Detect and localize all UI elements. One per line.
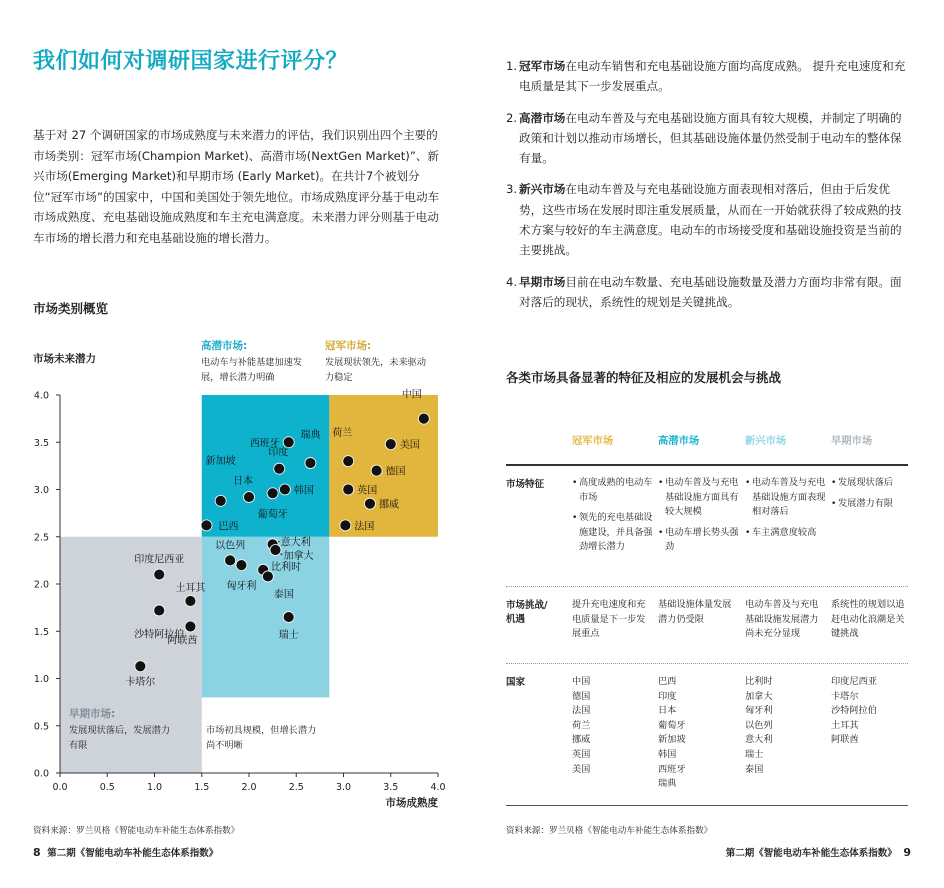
- champion-desc-line: 发展现状领先，未来驱动: [325, 357, 427, 368]
- table-top-rule: [506, 464, 908, 466]
- country-name: 加拿大: [745, 690, 773, 702]
- point-label: 以色列: [215, 540, 246, 552]
- point-label: 泰国: [273, 589, 294, 601]
- right-page-number: 9: [903, 846, 911, 859]
- table-title: 各类市场具备显著的特征及相应的发展机会与挑战: [506, 370, 782, 385]
- category-number: 4.: [506, 274, 518, 289]
- data-point: [340, 520, 351, 531]
- data-point: [364, 498, 375, 509]
- x-tick-label: 3.5: [383, 782, 399, 793]
- right-footer-text: 第二期《智能电动车补能生态体系指数》: [725, 848, 897, 859]
- point-label: 瑞典: [300, 430, 321, 442]
- champion-desc-line: 力稳定: [325, 372, 353, 383]
- data-point: [274, 463, 285, 474]
- nextgen-desc-line: 展，增长潜力明确: [201, 372, 275, 383]
- country-name: 韩国: [658, 748, 677, 760]
- point-label: 意大利: [280, 537, 311, 549]
- table-header-early: 早期市场: [831, 435, 873, 447]
- country-name: 日本: [658, 705, 677, 717]
- point-label: 匈牙利: [226, 581, 257, 593]
- row-label-challenges: [506, 599, 547, 627]
- country-name: 美国: [572, 763, 591, 775]
- chart-section-title: 市场类别概览: [33, 301, 109, 316]
- data-point: [244, 492, 255, 503]
- country-name: 葡萄牙: [658, 719, 686, 731]
- country-name: 卡塔尔: [831, 690, 859, 702]
- data-point: [185, 596, 196, 607]
- y-tick-label: 4.0: [33, 390, 49, 402]
- features-nextgen: [658, 476, 740, 561]
- table-bottom-rule: [506, 805, 908, 806]
- right-footer: [726, 845, 911, 859]
- category-text: 在电动车普及与充电基础设施方面表现相对落后，但由于后发优势，这些市场在发展时即注重发展质量，从而在一开始就获得了较成熟的技术方案与较好的车主满意度。电动车的市场接受度和基础设施投资是当前的主要挑战。: [519, 182, 902, 258]
- data-point: [279, 484, 290, 495]
- data-point: [270, 544, 281, 555]
- point-label: 沙特阿拉伯: [134, 629, 185, 641]
- category-number: 3.: [506, 182, 518, 197]
- category-name: 高潜市场: [519, 110, 566, 125]
- challenge-emerging: 电动车普及与充电基础设施发展潜力尚未充分显现: [745, 599, 819, 640]
- data-point: [371, 465, 382, 476]
- data-point: [154, 569, 165, 580]
- feature-bullet: • 发展现状落后: [831, 476, 909, 491]
- country-name: 阿联酋: [831, 734, 859, 746]
- emerging-desc-line: 尚不明晰: [206, 740, 243, 751]
- data-point: [185, 621, 196, 632]
- country-name: 新加坡: [658, 734, 686, 746]
- x-tick-label: 2.0: [241, 782, 257, 793]
- early-label-title: 早期市场:: [69, 708, 116, 720]
- y-tick-label: 0.5: [33, 721, 49, 733]
- x-tick-label: 4.0: [430, 782, 446, 793]
- countries-nextgen: [658, 675, 686, 792]
- y-tick-label: 2.0: [33, 579, 49, 591]
- x-tick-label: 0.0: [52, 782, 68, 793]
- feature-bullet: • 电动车普及与充电基础设施方面具有较大规模: [658, 476, 740, 520]
- point-label: 卡塔尔: [125, 677, 156, 689]
- country-name: 土耳其: [831, 719, 859, 731]
- row-label-line: 机遇: [506, 614, 526, 625]
- row-label-countries: 国家: [506, 677, 526, 688]
- left-page-number: 8: [33, 846, 41, 859]
- table-divider: [506, 586, 908, 587]
- point-label: 葡萄牙: [257, 509, 288, 521]
- features-emerging: [745, 476, 827, 546]
- category-name: 冠军市场: [519, 59, 566, 73]
- feature-bullet: • 车主满意度较高: [745, 526, 827, 541]
- category-name: 早期市场: [519, 274, 566, 289]
- x-axis-label: 市场成熟度: [385, 797, 438, 809]
- country-name: 以色列: [745, 719, 773, 731]
- y-tick-label: 3.5: [33, 437, 49, 449]
- nextgen-desc-line: 电动车与补能基建加速发: [201, 357, 303, 368]
- data-point: [305, 458, 316, 469]
- point-label: 土耳其: [175, 583, 206, 595]
- category-item: [506, 56, 911, 97]
- emerging-label-title: 新兴市场:: [206, 708, 253, 720]
- table-source-note: 资料来源：罗兰贝格《智能电动车补能生态体系指数》: [506, 826, 713, 836]
- feature-bullet: • 发展潜力有限: [831, 497, 909, 512]
- features-champion: [572, 476, 654, 561]
- early-desc-line: 发展现状落后，发展潜力: [69, 725, 171, 736]
- country-name: 匈牙利: [745, 705, 773, 717]
- point-label: 日本: [233, 476, 253, 488]
- data-point: [225, 555, 236, 566]
- country-name: 意大利: [745, 734, 773, 746]
- country-name: 印度尼西亚: [831, 676, 877, 687]
- y-tick-label: 3.0: [33, 485, 49, 496]
- countries-emerging: [745, 675, 773, 777]
- feature-bullet: • 电动车增长势头强劲: [658, 526, 740, 555]
- page-title: 我们如何对调研国家进行评分？: [33, 49, 349, 74]
- table-divider: [506, 663, 908, 664]
- emerging-label-desc: [206, 723, 316, 753]
- category-number: 1.: [506, 59, 518, 73]
- data-point: [154, 605, 165, 616]
- data-point: [267, 488, 278, 499]
- country-name: 中国: [572, 676, 591, 687]
- point-label: 阿联酋: [167, 635, 198, 647]
- y-tick-label: 1.5: [33, 626, 49, 638]
- country-name: 瑞典: [658, 778, 677, 790]
- x-tick-label: 3.0: [335, 782, 352, 793]
- data-point: [135, 661, 146, 672]
- point-label: 西班牙: [249, 438, 280, 450]
- feature-bullet: • 高度成熟的电动车市场: [572, 476, 654, 505]
- country-name: 德国: [572, 690, 591, 702]
- row-label-features: 市场特征: [506, 479, 545, 490]
- category-text: 在电动车普及与充电基础设施方面具有较大规模，并制定了明确的政策和计划以推动市场增长，但其基础设施体量仍然受制于电动车的整体保有量。: [519, 110, 902, 166]
- country-name: 英国: [572, 748, 591, 760]
- data-point: [262, 571, 273, 582]
- x-tick-label: 1.5: [194, 782, 210, 793]
- country-name: 法国: [572, 705, 591, 717]
- champion-label-title: 冠军市场:: [325, 340, 372, 352]
- emerging-desc-line: 市场初具规模，但增长潜力: [206, 725, 317, 736]
- point-label: 美国: [399, 440, 420, 452]
- data-point: [343, 484, 354, 495]
- country-name: 巴西: [658, 676, 677, 687]
- point-label: 挪威: [378, 499, 399, 511]
- data-point: [236, 560, 247, 571]
- challenge-early: 系统性的规划以追赶电动化浪潮是关键挑战: [831, 599, 905, 640]
- point-label: 比利时: [271, 561, 302, 573]
- category-item: [506, 179, 911, 260]
- feature-bullet: • 领先的充电基础设施建设，并具备强劲增长潜力: [572, 511, 654, 555]
- country-name: 西班牙: [658, 763, 686, 775]
- country-name: 泰国: [745, 763, 764, 775]
- point-label: 巴西: [218, 521, 239, 533]
- point-label: 德国: [385, 466, 406, 478]
- y-tick-label: 0.0: [33, 768, 49, 780]
- category-list: [506, 56, 911, 323]
- table-header-champion: 冠军市场: [572, 435, 614, 447]
- features-early: [831, 476, 909, 517]
- point-label: 印度尼西亚: [134, 554, 185, 566]
- early-label-desc: [69, 723, 170, 753]
- y-axis-label: 市场未来潜力: [33, 353, 96, 365]
- country-name: 沙特阿拉伯: [831, 705, 877, 717]
- country-name: 印度: [658, 690, 677, 702]
- country-name: 比利时: [745, 676, 773, 687]
- feature-bullet: • 电动车普及与充电基础设施方面表现相对落后: [745, 476, 827, 520]
- point-label: 法国: [354, 521, 375, 533]
- chart-source-note: 资料来源：罗兰贝格《智能电动车补能生态体系指数》: [33, 826, 240, 836]
- data-point: [283, 612, 294, 623]
- early-desc-line: 有限: [69, 740, 88, 751]
- point-label: 瑞士: [278, 630, 299, 642]
- table-header-emerging: 新兴市场: [745, 435, 787, 447]
- early-quadrant-label: [69, 706, 170, 753]
- point-label: 加拿大: [283, 550, 314, 562]
- category-number: 2.: [506, 110, 518, 125]
- category-text: 目前在电动车数量、充电基础设施数量及潜力方面均非常有限。面对落后的现状，系统性的规划是关键挑战。: [519, 274, 902, 309]
- point-label: 荷兰: [332, 428, 353, 440]
- data-point: [343, 456, 354, 467]
- country-name: 荷兰: [572, 719, 591, 731]
- data-point: [385, 439, 396, 450]
- y-tick-label: 1.0: [33, 674, 49, 685]
- nextgen-label-title: 高潜市场:: [201, 340, 248, 352]
- point-label: 中国: [401, 389, 422, 401]
- row-label-line: 市场挑战/: [506, 600, 548, 611]
- left-footer: [33, 845, 218, 859]
- data-point: [215, 495, 226, 506]
- x-tick-label: 2.5: [288, 782, 304, 793]
- country-name: 挪威: [572, 734, 591, 746]
- data-point: [201, 520, 212, 531]
- point-label: 印度: [268, 447, 289, 459]
- challenge-champion: 提升充电速度和充电质量是下一步发展重点: [572, 599, 646, 640]
- category-item: [506, 272, 911, 313]
- intro-paragraph: 基于对 27 个调研国家的市场成熟度与未来潜力的评估，我们识别出四个主要的市场类别：冠军市场(Champion Market)、高潜市场(NextGen Market)”、新兴市场(Emerging Market)和早期市场 (Early Market)。在共计7个被划分位“冠军市场”的国家中，中国和美国处于领先地位。市场成熟度评分基于电动车市场成熟度、充电基础设施成熟度和车主充电满意度。未来潜力评分则基于电动车市场的增长潜力和充电基础设施的增长潜力。: [33, 128, 440, 245]
- category-text: 在电动车销售和充电基础设施方面均高度成熟。 提升充电速度和充电质量是其下一步发展重点。: [519, 59, 906, 94]
- x-tick-label: 0.5: [99, 782, 115, 793]
- category-item: [506, 108, 911, 169]
- countries-early: [831, 675, 877, 748]
- emerging-quadrant-label: [206, 706, 316, 753]
- data-point: [418, 413, 429, 424]
- challenge-nextgen: 基础设施体量发展潜力仍受限: [658, 599, 732, 625]
- table-header-nextgen: 高潜市场: [658, 435, 700, 447]
- category-name: 新兴市场: [519, 182, 566, 197]
- left-footer-text: 第二期《智能电动车补能生态体系指数》: [47, 848, 219, 859]
- x-tick-label: 1.0: [146, 782, 163, 793]
- y-tick-label: 2.5: [33, 532, 49, 544]
- country-name: 瑞士: [745, 748, 764, 760]
- data-point: [283, 437, 294, 448]
- point-label: 新加坡: [205, 455, 236, 467]
- point-label: 英国: [357, 485, 378, 497]
- point-label: 韩国: [293, 485, 314, 497]
- countries-champion: [572, 675, 590, 777]
